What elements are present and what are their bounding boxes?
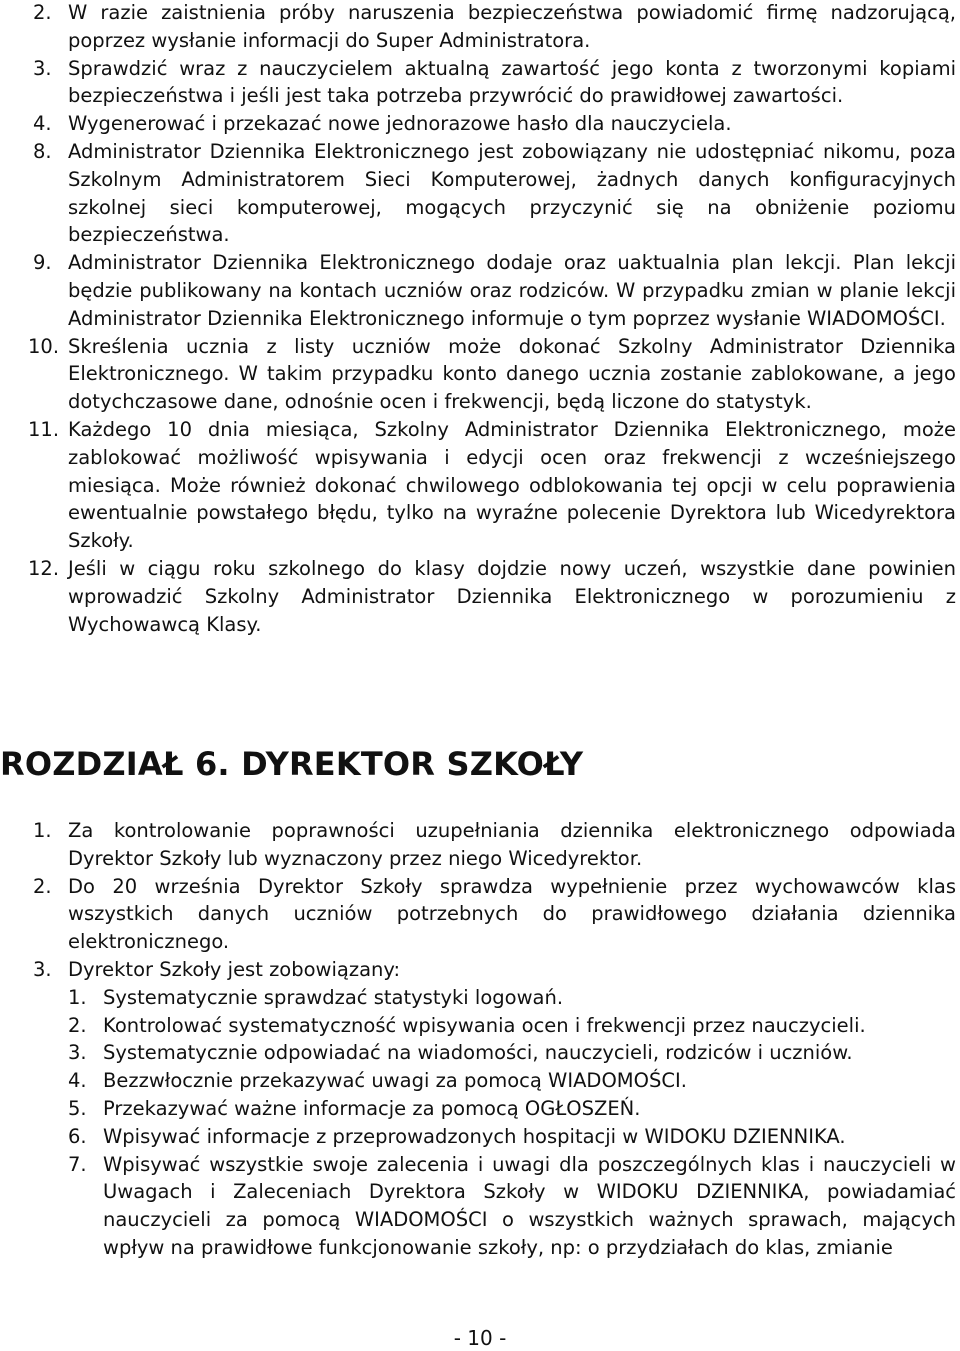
item-number: 12. <box>28 556 60 580</box>
item-text: Sprawdzić wraz z nauczycielem aktualną zawartość jego konta z tworzonymi kopiami bezpieczeństwa i jeśli jest taka potrzeba przywrócić do prawidłowej zawartości. <box>68 56 956 108</box>
item-number: 2. <box>33 874 52 898</box>
item-text: Każdego 10 dnia miesiąca, Szkolny Administrator Dziennika Elektronicznego, może zablokować możliwość wpisywania i edycji ocen oraz frekwencji z wcześniejszego miesiąca. Może również dokonać chwilowego odblokowania tej opcji w celu poprawienia ewentualnie powstałego błędu, tylko na wyraźne polecenie Dyrektora lub Wicedyrektora Szkoły. <box>68 417 956 553</box>
item-number: 11. <box>28 417 60 441</box>
sublist-item <box>0 1095 960 1123</box>
sublist-item <box>0 984 960 1012</box>
item-number: 1. <box>33 819 52 842</box>
list-item <box>0 817 960 873</box>
item-text: Bezzwłocznie przekazywać uwagi za pomocą WIADOMOŚCI. <box>103 1069 687 1093</box>
item-number: 1. <box>68 985 87 1009</box>
item-text: Kontrolować systematyczność wpisywania ocen i frekwencji przez nauczycieli. <box>103 1013 866 1037</box>
item-number: 7. <box>68 1152 87 1176</box>
list-item <box>0 249 960 332</box>
list-item <box>0 138 960 249</box>
item-text: Dyrektor Szkoły jest zobowiązany: <box>68 957 401 981</box>
list-item <box>0 555 960 638</box>
item-text: Za kontrolowanie poprawności uzupełniania dziennika elektronicznego odpowiada Dyrektor Szkoły lub wyznaczony przez niego Wicedyrektor. <box>68 819 956 870</box>
page-number: - 10 - <box>453 1326 507 1350</box>
list-item <box>0 110 960 138</box>
chapter-heading: ROZDZIAŁ 6. DYREKTOR SZKOŁY <box>0 745 584 783</box>
sublist-item <box>0 1123 960 1151</box>
item-text: Administrator Dziennika Elektronicznego jest zobowiązany nie udostępniać nikomu, poza Szkolnym Administratorem Sieci Komputerowej, żadnych danych konfiguracyjnych szkolnej sieci komputerowej, mogących przyczynić się na obniżenie poziomu bezpieczeństwa. <box>68 139 956 247</box>
item-text: Wygenerować i przekazać nowe jednorazowe hasło dla nauczyciela. <box>68 112 732 136</box>
item-number: 6. <box>68 1124 87 1148</box>
list-item <box>0 873 960 956</box>
item-number: 3. <box>68 1041 87 1065</box>
sublist-item <box>0 1039 960 1067</box>
item-text: Wpisywać wszystkie swoje zalecenia i uwagi dla poszczególnych klas i nauczycieli w Uwagach i Zaleceniach Dyrektora Szkoły w WIDOKU DZIENNIKA, powiadamiać nauczycieli za pomocą WIADOMOŚCI o wszystkich ważnych sprawach, mających wpływ na prawidłowe funkcjonowanie szkoły, np: o przydziałach do klas, zmianie <box>103 1152 956 1259</box>
top-list <box>0 0 960 638</box>
item-number: 10. <box>28 334 60 358</box>
chapter-list <box>0 817 960 1262</box>
sublist-item <box>0 1012 960 1040</box>
item-number: 4. <box>68 1069 87 1093</box>
list-item <box>0 55 960 111</box>
list-item <box>0 416 960 555</box>
item-text: Do 20 września Dyrektor Szkoły sprawdza wypełnienie przez wychowawców klas wszystkich danych uczniów potrzebnych do prawidłowego działania dziennika elektronicznego. <box>68 874 956 954</box>
list-item <box>0 333 960 416</box>
item-number: 2. <box>68 1013 87 1037</box>
list-item <box>0 956 960 984</box>
sublist-item <box>0 1067 960 1095</box>
item-number: 8. <box>33 139 52 163</box>
item-number: 5. <box>68 1096 87 1120</box>
duties-sublist <box>0 984 960 1262</box>
item-number: 9. <box>33 251 52 275</box>
item-text: Systematycznie sprawdzać statystyki logowań. <box>103 985 564 1009</box>
item-text: Przekazywać ważne informacje za pomocą OGŁOSZEŃ. <box>103 1096 641 1120</box>
item-text: Administrator Dziennika Elektronicznego dodaje oraz uaktualnia plan lekcji. Plan lekcji będzie publikowany na kontach uczniów oraz rodziców. W przypadku zmian w planie lekcji Administrator Dziennika Elektronicznego informuje o tym poprzez wysłanie WIADOMOŚCI. <box>68 251 956 330</box>
item-number: 3. <box>33 56 52 80</box>
item-text: W razie zaistnienia próby naruszenia bezpieczeństwa powiadomić firmę nadzorującą, poprzez wysłanie informacji do Super Administratora. <box>68 1 956 52</box>
item-number: 4. <box>33 112 52 136</box>
list-item <box>0 0 960 55</box>
item-text: Skreślenia ucznia z listy uczniów może dokonać Szkolny Administrator Dziennika Elektronicznego. W takim przypadku konto danego ucznia zostanie zablokowane, a jego dotychczasowe dane, odnośnie ocen i frekwencji, będą liczone do statystyk. <box>68 334 956 414</box>
item-text: Wpisywać informacje z przeprowadzonych hospitacji w WIDOKU DZIENNIKA. <box>103 1124 846 1148</box>
item-text: Jeśli w ciągu roku szkolnego do klasy dojdzie nowy uczeń, wszystkie dane powinien wprowadzić Szkolny Administrator Dziennika Elektronicznego w porozumieniu z Wychowawcą Klasy. <box>68 556 956 636</box>
item-number: 2. <box>33 1 52 24</box>
item-text: Systematycznie odpowiadać na wiadomości, nauczycieli, rodziców i uczniów. <box>103 1041 853 1065</box>
item-number: 3. <box>33 957 52 981</box>
sublist-item <box>0 1151 960 1262</box>
